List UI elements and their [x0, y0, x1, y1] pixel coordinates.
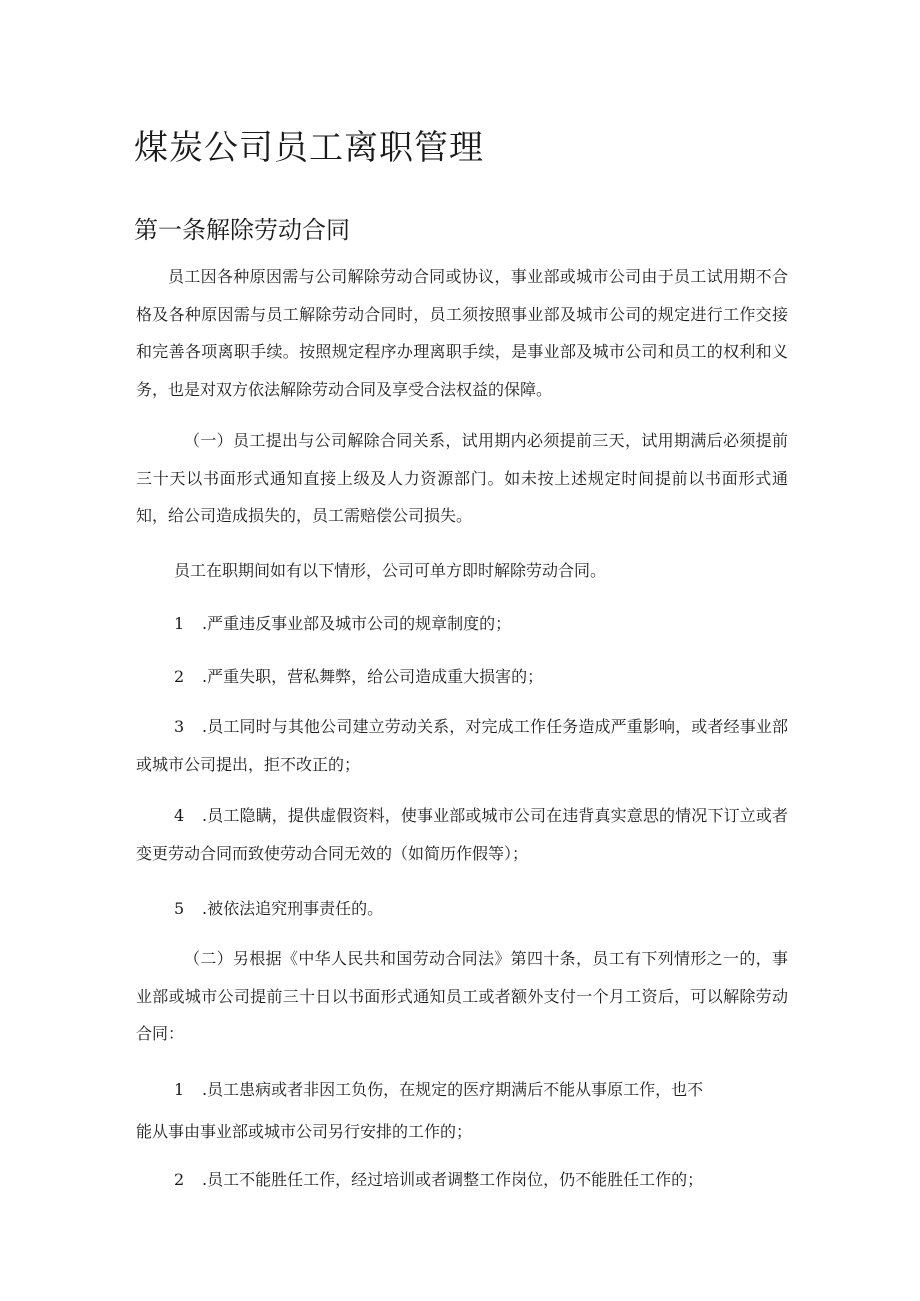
list-text: .员工隐瞒，提供虚假资料，使事业部或城市公司在违背真实意思的情况下订立或者变更劳动合同而致使劳动合同无效的（如简历作假等）；	[136, 806, 788, 863]
list-number: 1	[174, 1080, 185, 1099]
list-number: 3	[174, 717, 185, 736]
list-number: 2	[174, 1170, 185, 1189]
list-text: .员工同时与其他公司建立劳动关系，对完成工作任务造成严重影响，或者经事业部或城市公司提出，拒不改正的；	[136, 717, 788, 774]
list-item	[136, 890, 788, 928]
section-heading: 第一条解除劳动合同	[134, 216, 350, 244]
list-item-continuation: 能从事由事业部或城市公司另行安排的工作的；	[136, 1122, 473, 1141]
list-text: .被依法追究刑事责任的。	[202, 899, 384, 918]
list-item	[136, 797, 788, 872]
clause-1-paragraph: （一）员工提出与公司解除合同关系，试用期内必须提前三天，试用期满后必须提前三十天以书面形式通知直接上级及人力资源部门。如未按上述规定时间提前以书面形式通知，给公司造成损失的，员工需赔偿公司损失。	[136, 431, 788, 525]
list-item	[136, 658, 788, 696]
list-text: .严重违反事业部及城市公司的规章制度的；	[202, 614, 512, 633]
list-text: .严重失职，营私舞弊，给公司造成重大损害的；	[202, 667, 544, 686]
intro-paragraph: 员工因各种原因需与公司解除劳动合同或协议，事业部或城市公司由于员工试用期不合格及各种原因需与员工解除劳动合同时，员工须按照事业部及城市公司的规定进行工作交接和完善各项离职手续。按照规定程序办理离职手续，是事业部及城市公司和员工的权利和义务，也是对双方依法解除劳动合同及享受合法权益的保障。	[136, 267, 788, 399]
list-item	[136, 605, 788, 643]
list-number: 4	[174, 806, 185, 825]
document-title: 煤炭公司员工离职管理	[134, 128, 484, 168]
list-text: .员工患病或者非因工负伤，在规定的医疗期满后不能从事原工作，也不	[202, 1080, 704, 1099]
list-item	[136, 708, 788, 783]
list-number: 2	[174, 667, 185, 686]
clause-1-intro: 员工在职期间如有以下情形，公司可单方即时解除劳动合同。	[174, 561, 607, 580]
clause-2-paragraph: （二）另根据《中华人民共和国劳动合同法》第四十条，员工有下列情形之一的，事业部或城市公司提前三十日以书面形式通知员工或者额外支付一个月工资后，可以解除劳动合同：	[136, 949, 788, 1043]
list-text: .员工不能胜任工作，经过培训或者调整工作岗位，仍不能胜任工作的；	[202, 1170, 704, 1189]
list-item	[136, 1071, 788, 1109]
list-item	[136, 1161, 788, 1199]
list-number: 5	[174, 899, 185, 918]
list-number: 1	[174, 614, 185, 633]
